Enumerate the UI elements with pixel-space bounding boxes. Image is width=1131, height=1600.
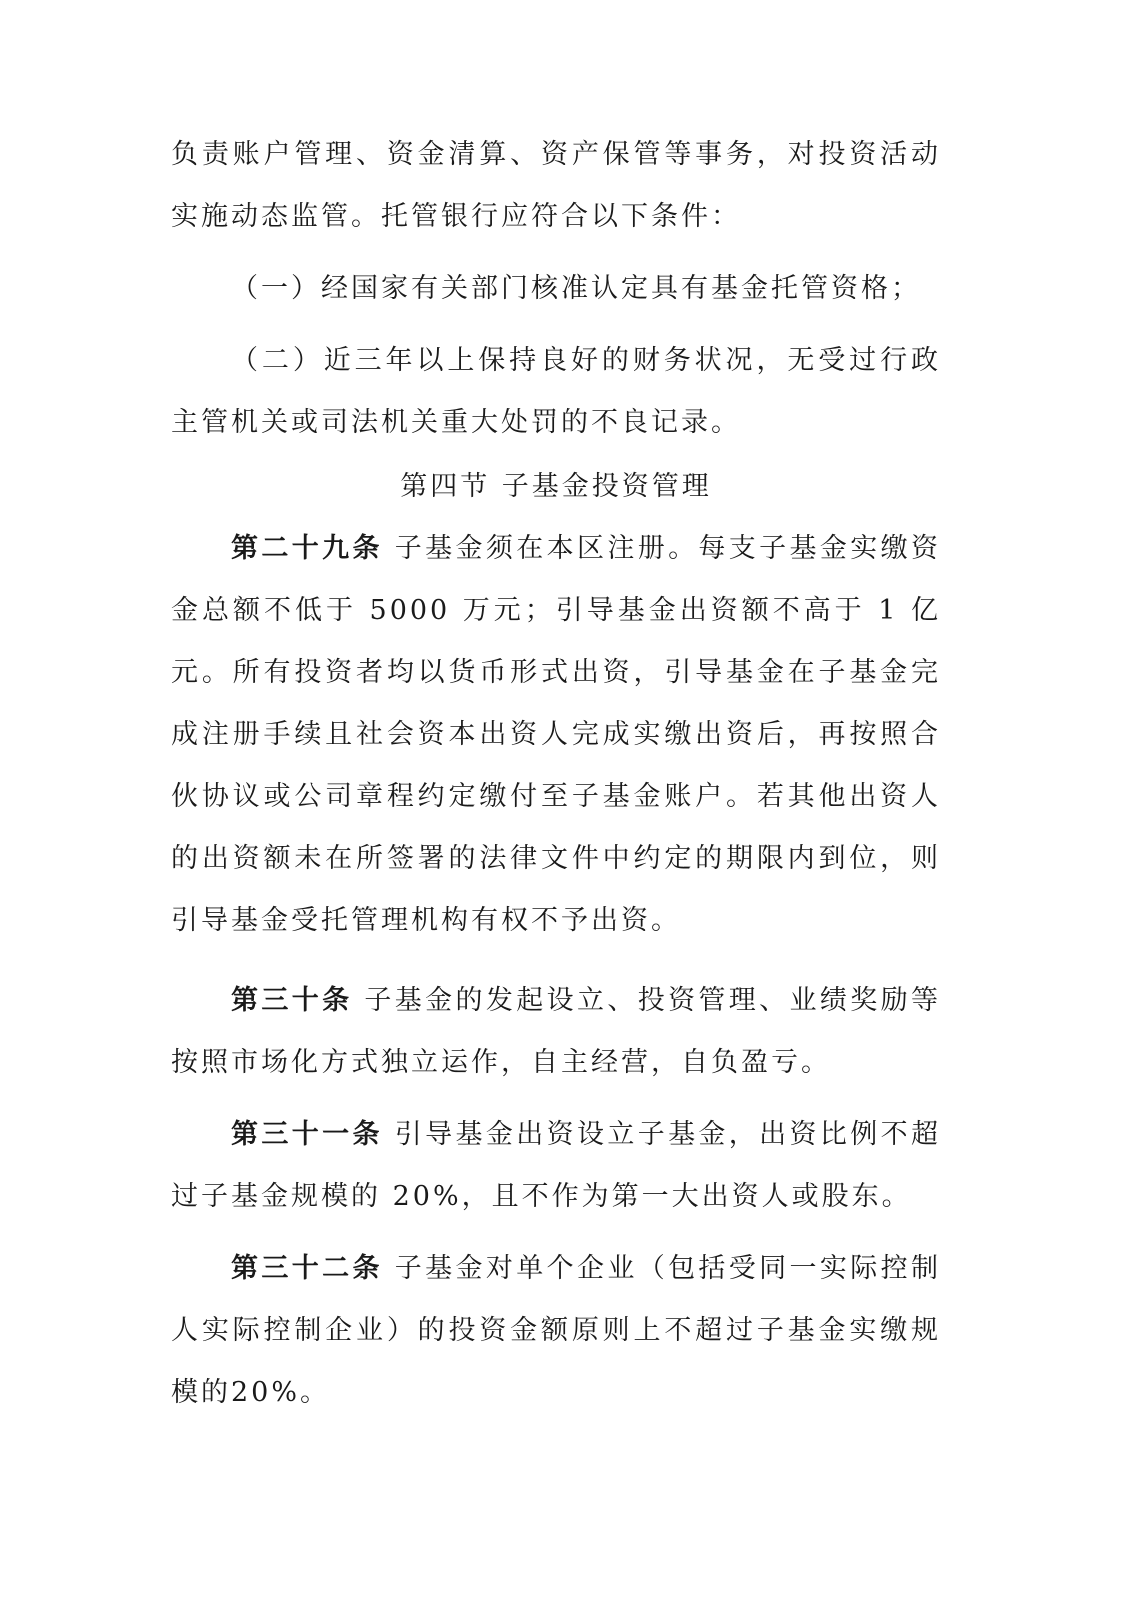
article-31: [171, 1104, 941, 1228]
article-29: [171, 518, 941, 952]
article-text: 子基金对单个企业（包括受同一实际控制人实际控制企业）的投资金额原则上不超过子基金实缴规模的20%。: [171, 1253, 941, 1408]
article-number: 第三十一条: [231, 1119, 383, 1150]
article-30: [171, 970, 941, 1094]
article-number: 第三十二条: [231, 1253, 383, 1284]
paragraph-condition-1: （一）经国家有关部门核准认定具有基金托管资格；: [231, 273, 921, 304]
article-text: 子基金须在本区注册。每支子基金实缴资金总额不低于 5000 万元；引导基金出资额不高于 1 亿元。所有投资者均以货币形式出资，引导基金在子基金完成注册手续且社会资本出资人完成实缴出资后，再按照合伙协议或公司章程约定缴付至子基金账户。若其他出资人的出资额未在所签署的法律文件中约定的期限内到位，则引导基金受托管理机构有权不予出资。: [171, 533, 941, 936]
document-page: [171, 124, 941, 1424]
article-number: 第二十九条: [231, 533, 383, 564]
article-text: 引导基金出资设立子基金，出资比例不超过子基金规模的 20%，且不作为第一大出资人或股东。: [171, 1119, 941, 1212]
paragraph-custody-bank: 负责账户管理、资金清算、资产保管等事务，对投资活动实施动态监管。托管银行应符合以下条件：: [171, 139, 941, 232]
article-32: [171, 1238, 941, 1424]
article-text: 子基金的发起设立、投资管理、业绩奖励等按照市场化方式独立运作，自主经营，自负盈亏。: [171, 985, 941, 1078]
paragraph-condition-2: （二）近三年以上保持良好的财务状况，无受过行政主管机关或司法机关重大处罚的不良记录。: [171, 345, 941, 438]
section-title: 第四节 子基金投资管理: [400, 471, 712, 502]
article-number: 第三十条: [231, 985, 353, 1016]
